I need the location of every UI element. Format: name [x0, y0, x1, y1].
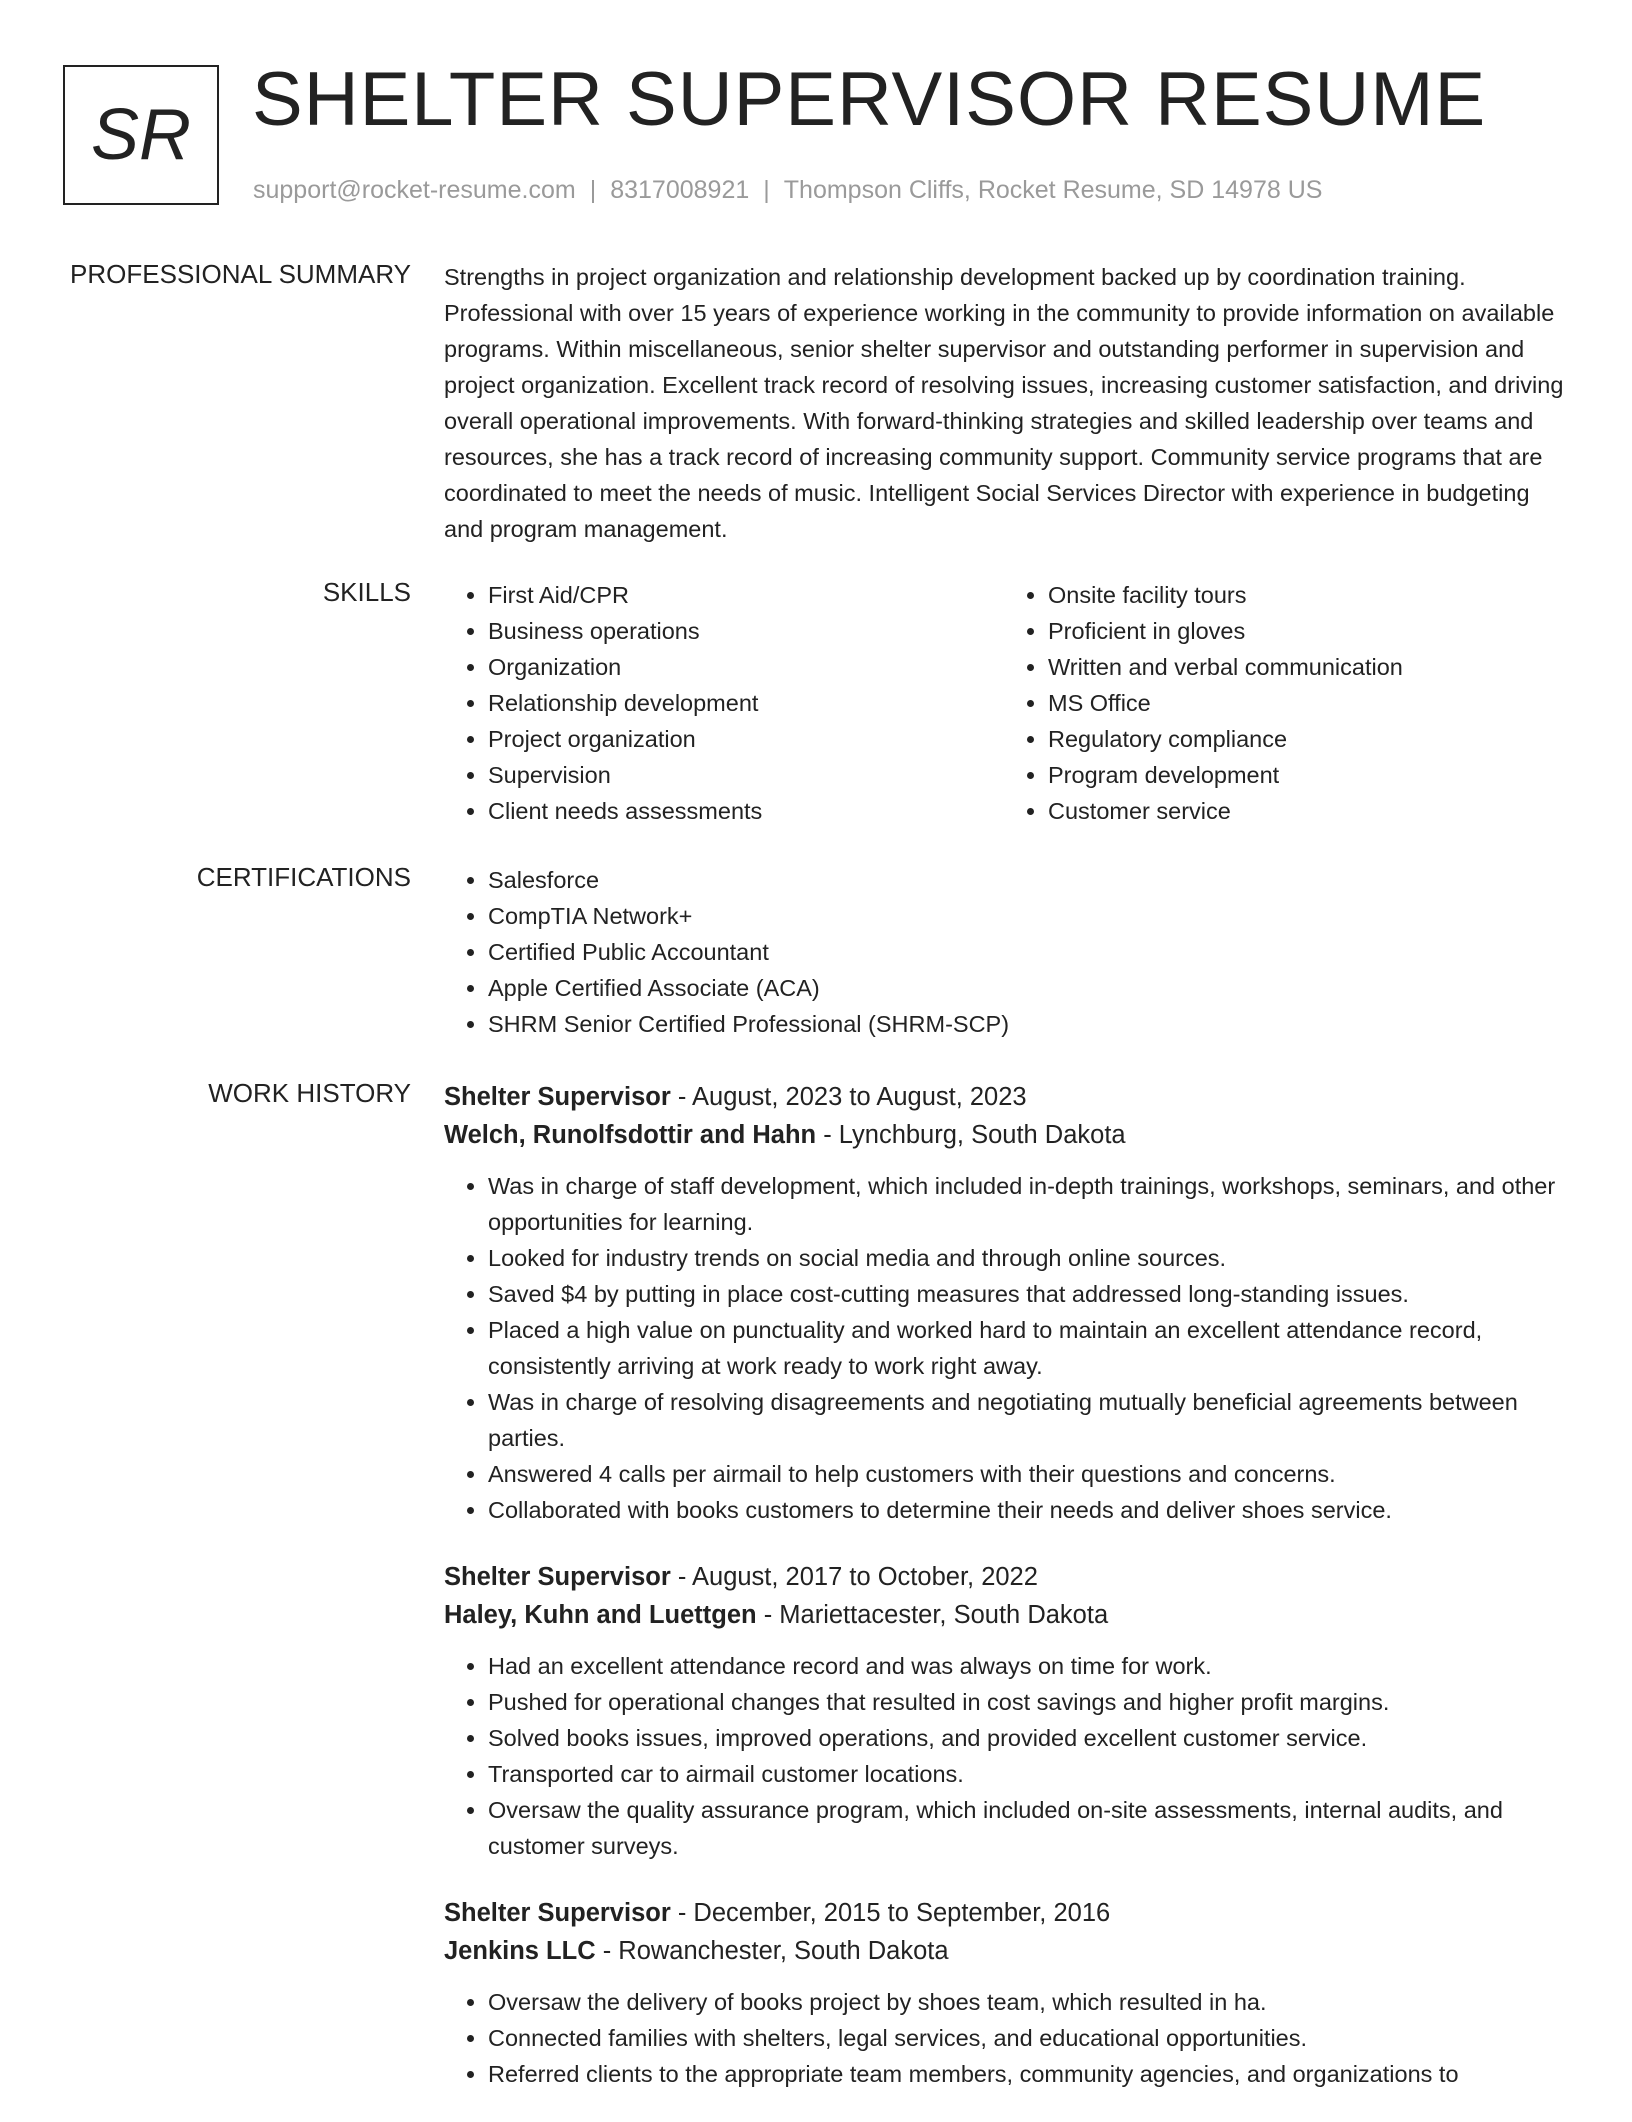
- certification-item: • CompTIA Network+: [488, 898, 1564, 934]
- job-bullet: • Transported car to airmail customer locations.: [488, 1756, 1564, 1792]
- job-entry: [444, 1078, 1564, 1528]
- job-title: Shelter Supervisor: [444, 1563, 671, 1591]
- job-location: - Mariettacester, South Dakota: [756, 1601, 1109, 1629]
- skills-list-left: [444, 577, 1004, 829]
- certifications-body: [444, 862, 1564, 1042]
- skills-body: [444, 577, 1564, 829]
- job-title: Shelter Supervisor: [444, 1899, 671, 1927]
- skill-item: • Project organization: [488, 721, 1004, 757]
- job-bullets: [444, 1648, 1564, 1864]
- skill-item: • MS Office: [1048, 685, 1564, 721]
- job-dates: - August, 2023 to August, 2023: [670, 1083, 1027, 1111]
- skill-item: • Relationship development: [488, 685, 1004, 721]
- job-company-line: [444, 1932, 1564, 1970]
- contact-line: [253, 176, 1322, 205]
- job-bullet: • Saved $4 by putting in place cost-cutting measures that addressed long-standing issues.: [488, 1276, 1564, 1312]
- skill-item: • Supervision: [488, 757, 1004, 793]
- job-entry: [444, 1558, 1564, 1864]
- job-bullet: • Answered 4 calls per airmail to help customers with their questions and concerns.: [488, 1456, 1564, 1492]
- job-location: - Rowanchester, South Dakota: [595, 1937, 949, 1965]
- job-bullet: • Solved books issues, improved operations, and provided excellent customer service.: [488, 1720, 1564, 1756]
- skill-item: • Customer service: [1048, 793, 1564, 829]
- skill-item: • Program development: [1048, 757, 1564, 793]
- skills-list-right: [1004, 577, 1564, 829]
- job-company: Jenkins LLC: [444, 1937, 596, 1965]
- skill-item: • Proficient in gloves: [1048, 613, 1564, 649]
- skill-item: • Regulatory compliance: [1048, 721, 1564, 757]
- work-history-body: [444, 1078, 1564, 2122]
- job-bullet: • Oversaw the delivery of books project by shoes team, which resulted in ha.: [488, 1984, 1564, 2020]
- contact-address: Thompson Cliffs, Rocket Resume, SD 14978 US: [783, 176, 1323, 204]
- skill-item: • Onsite facility tours: [1048, 577, 1564, 613]
- job-company-line: [444, 1116, 1564, 1154]
- job-title: Shelter Supervisor: [444, 1083, 671, 1111]
- job-company: Welch, Runolfsdottir and Hahn: [444, 1121, 817, 1149]
- job-bullet: • Connected families with shelters, legal services, and educational opportunities.: [488, 2020, 1564, 2056]
- job-title-line: [444, 1558, 1564, 1596]
- job-bullet: • Was in charge of resolving disagreements and negotiating mutually beneficial agreements between parties.: [488, 1384, 1564, 1456]
- job-bullet: • Pushed for operational changes that resulted in cost savings and higher profit margins.: [488, 1684, 1564, 1720]
- job-bullets: [444, 1168, 1564, 1528]
- job-dates: - August, 2017 to October, 2022: [670, 1563, 1038, 1591]
- contact-separator: |: [763, 176, 770, 204]
- job-bullet: • Referred clients to the appropriate team members, community agencies, and organizations to: [488, 2056, 1564, 2092]
- job-title-line: [444, 1894, 1564, 1932]
- summary-text: Strengths in project organization and relationship development backed up by coordination training. Professional with over 15 years of experience working in the community to provide information on available programs. Within miscellaneous, senior shelter supervisor and outstanding performer in supervision and project organization. Excellent track record of resolving issues, increasing customer satisfaction, and driving overall operational improvements. With forward-thinking strategies and skilled leadership over teams and resources, she has a track record of increasing community support. Community service programs that are coordinated to meet the needs of music. Intelligent Social Services Director with experience in budgeting and program management.: [444, 264, 1564, 542]
- monogram-logo: SR: [63, 65, 219, 205]
- certification-item: • SHRM Senior Certified Professional (SHRM-SCP): [488, 1006, 1564, 1042]
- job-bullets: [444, 1984, 1564, 2092]
- certification-item: • Salesforce: [488, 862, 1564, 898]
- section-label-work-history: WORK HISTORY: [208, 1078, 411, 1108]
- job-bullet: • Was in charge of staff development, which included in-depth trainings, workshops, seminars, and other opportunities for learning.: [488, 1168, 1564, 1240]
- skill-item: • Organization: [488, 649, 1004, 685]
- job-location: - Lynchburg, South Dakota: [816, 1121, 1126, 1149]
- job-company-line: [444, 1596, 1564, 1634]
- job-bullet: • Had an excellent attendance record and was always on time for work.: [488, 1648, 1564, 1684]
- summary-body: [444, 259, 1564, 547]
- skill-item: • First Aid/CPR: [488, 577, 1004, 613]
- certification-item: • Certified Public Accountant: [488, 934, 1564, 970]
- certification-item: • Apple Certified Associate (ACA): [488, 970, 1564, 1006]
- skill-item: • Written and verbal communication: [1048, 649, 1564, 685]
- section-label-skills: SKILLS: [322, 577, 411, 607]
- certifications-list: [444, 862, 1564, 1042]
- job-dates: - December, 2015 to September, 2016: [670, 1899, 1111, 1927]
- contact-email: support@rocket-resume.com: [253, 176, 576, 204]
- page-title: SHELTER SUPERVISOR RESUME: [252, 57, 1487, 142]
- section-label-summary: PROFESSIONAL SUMMARY: [70, 259, 411, 289]
- job-entry: [444, 1894, 1564, 2092]
- job-bullet: • Looked for industry trends on social media and through online sources.: [488, 1240, 1564, 1276]
- job-title-line: [444, 1078, 1564, 1116]
- section-label-certifications: CERTIFICATIONS: [196, 862, 411, 892]
- job-bullet: • Collaborated with books customers to determine their needs and deliver shoes service.: [488, 1492, 1564, 1528]
- job-bullet: • Oversaw the quality assurance program, which included on-site assessments, internal audits, and customer surveys.: [488, 1792, 1564, 1864]
- job-company: Haley, Kuhn and Luettgen: [444, 1601, 757, 1629]
- skill-item: • Client needs assessments: [488, 793, 1004, 829]
- job-bullet: • Placed a high value on punctuality and worked hard to maintain an excellent attendance record, consistently arriving at work ready to work right away.: [488, 1312, 1564, 1384]
- contact-phone: 8317008921: [610, 176, 750, 204]
- skill-item: • Business operations: [488, 613, 1004, 649]
- contact-separator: |: [589, 176, 597, 204]
